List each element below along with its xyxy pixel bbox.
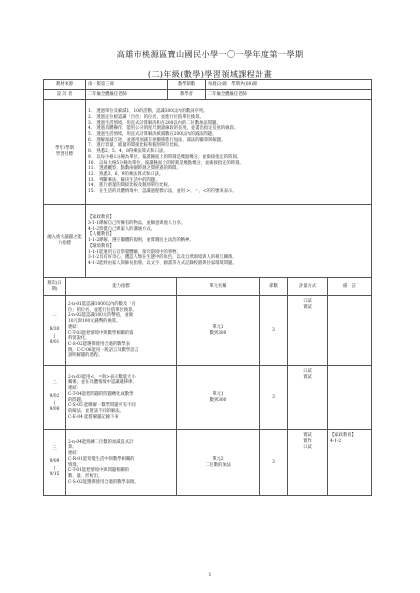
goal-item: 2. 透過定位板認識「百位」的位名，並進行位值單位換算。: [88, 114, 204, 120]
goals-label: 學年/學期 學習目標: [44, 100, 86, 205]
indicator-cell: 2-n-04能熟練二位數的加減直式計 算。 連結： C-R-01能察覺生活中與數學相關的 情境。 C-T-01能把情境中與問題相關的 數、量、形析出。 C-S-02能選擇使用合適的數學表徵。: [66, 430, 177, 496]
goal-item: 15. 在生活的具體情境中，認識過程標示法，並用 >、＝、<的符號來表示。: [88, 189, 237, 195]
goal-item: 8. 熟悉2、5、4、8得乘法算式和口訣。: [88, 149, 168, 155]
header-assessment: 評量方式: [288, 278, 328, 296]
teacher-value: 二年級全體級任老師: [206, 90, 372, 100]
goal-item: 7. 進行容量、液量的間接比較和個別單位比較。: [88, 143, 183, 149]
week-cell: 三 9/09 | 9/15: [44, 430, 66, 496]
goal-item: 13. 判斷乘法，解決生活中的問題。: [88, 177, 160, 183]
table-row: [44, 366, 372, 430]
unit-cell: 單元1 數到300: [177, 366, 260, 430]
goal-item: 14. 進行重量的間接比較及個別單位比較。: [88, 183, 173, 189]
document-title: 高雄市桃源區寶山國民小學一〇一學年度第一學期: [116, 49, 304, 59]
table-row: [44, 430, 372, 496]
publisher-label: 教材來源: [44, 80, 86, 90]
goal-item: 9. 以每小格1分鐘為單位，報讀鐘面上的時刻是幾點幾分，並銜接指定的時刻。: [88, 154, 241, 160]
goal-item: 3. 透過生活情境，用直式計算解決和在200以內的二位數加法問題。: [88, 120, 221, 126]
week-cell: 一 8/30 | 9/01: [44, 296, 66, 366]
header-week: 週次(日 期): [44, 278, 66, 296]
goals-list: [86, 100, 372, 205]
issue-item: 1-1-1能運用五官察覺體驗、探究環境中的事物。: [88, 249, 181, 255]
issues-list: [86, 205, 372, 278]
periods-cell: 3: [260, 430, 288, 496]
schedule-table: [43, 277, 372, 496]
issue-item: 3-1-1睜解自己所擁有的物品，並願意與他人分享。: [88, 221, 186, 227]
goal-item: 5. 透過生活情境，用直式計算解決被減數在200以內的減法問題。: [88, 132, 217, 138]
assessment-cell: 口試 實試: [288, 296, 328, 366]
note-cell: [328, 366, 372, 430]
indicator-cell: 2-n-03能用<、=與>表示數量大小 關係，並在具體情境中認識遞移律。 連結： C-T-04能把問題的問題轉化成數學 的問題。 C-S-05 能瞭解一數學問題可有不同 的解法，並嘗試不同的解法。 C-E-04 能將解題記錄下來: [66, 366, 177, 430]
issue-item: 【人權教育】: [88, 232, 114, 238]
header-unit: 單元名稱: [177, 278, 260, 296]
hours-value: 每週(3)節 學期共(60)節: [206, 80, 372, 90]
issues-label: 融入重大議題之能 力指標: [44, 205, 86, 278]
page-number: 1: [208, 573, 212, 578]
assessment-cell: 實試 實作 口試: [288, 430, 328, 496]
goal-item: 6. 理解加減互逆，並運用加減互逆關係進行加法、減法的驗算與解題。: [88, 137, 226, 143]
designer-label: 設 計 者: [44, 90, 86, 100]
document-subtitle: (二)年級(數學)學習領域課程計畫: [147, 69, 273, 79]
periods-cell: 3: [260, 296, 288, 366]
goals-table: [43, 99, 372, 278]
designer-value: 二年級全體級任老師: [86, 90, 168, 100]
issue-item: 【環境教育】: [88, 243, 114, 249]
header-note: 備 註: [328, 278, 372, 296]
week-cell: 二 9/02 | 9/08: [44, 366, 66, 430]
goal-item: 12. 熟悉3、6、9的乘法算式和口訣。: [88, 171, 164, 177]
issue-item: 4-1-2察覺自己與家人的溝通方式。: [88, 226, 155, 232]
table-row: [44, 296, 372, 366]
issue-item: 4-1-2能經由家人與師長指導，以文字、圖畫等方式記錄校園與住家環境問題。: [88, 260, 237, 266]
info-table: [43, 79, 372, 100]
publisher-value: 南一版第三冊: [86, 80, 168, 90]
note-cell: 【家政教育】 4-1-2: [328, 430, 372, 496]
issue-item: 3-1-2具有好奇心，體認人類在生態中的角色，以及自然環境與人的相互關係。: [88, 255, 237, 261]
periods-cell: 3: [260, 366, 288, 430]
goal-item: 10. 以每大格5分鐘為單位，報讀鐘面上的時刻是幾點幾分，並銜接指定的時刻。: [88, 160, 244, 166]
unit-cell: 單元1 數到300: [177, 296, 260, 366]
issue-item: 【家政教育】: [88, 215, 114, 221]
issue-item: 1-1-2睜解、遵守團體的規則，並實踐民主法治的精神。: [88, 238, 194, 244]
goal-item: 4. 透過具體操作，能用公分刻度尺測量線段的長度，並畫出指定長度的線段。: [88, 126, 239, 132]
assessment-cell: 口試 實試: [288, 366, 328, 430]
indicator-cell: 2-n-01能認識1000以內的數及「百 位」的位名，並進行位值單位換算。 2-n-02能認識100元的幣值，並做 10元與100元錢幣的換算。 連結： C-T-03能把情境中與數學相關的資 料留說化。 C-S-02能選擇使用合適的數學表 徵。C-C-06能用一般語言及數學語言 說明解題的過程。: [66, 296, 177, 366]
unit-cell: 單元2 二位數的加法: [177, 430, 260, 496]
header-indicator: 能力指標: [66, 278, 177, 296]
hours-label: 教學節數: [168, 80, 206, 90]
teacher-label: 教學者: [168, 90, 206, 100]
note-cell: [328, 296, 372, 366]
header-periods: 節數: [260, 278, 288, 296]
goal-item: 1. 透過單位及累減1，10的活動，認識300以內的數詞序列。: [88, 109, 208, 115]
goal-item: 11. 透過觀察，點數兩個時刻之間經過的時間。: [88, 166, 181, 172]
